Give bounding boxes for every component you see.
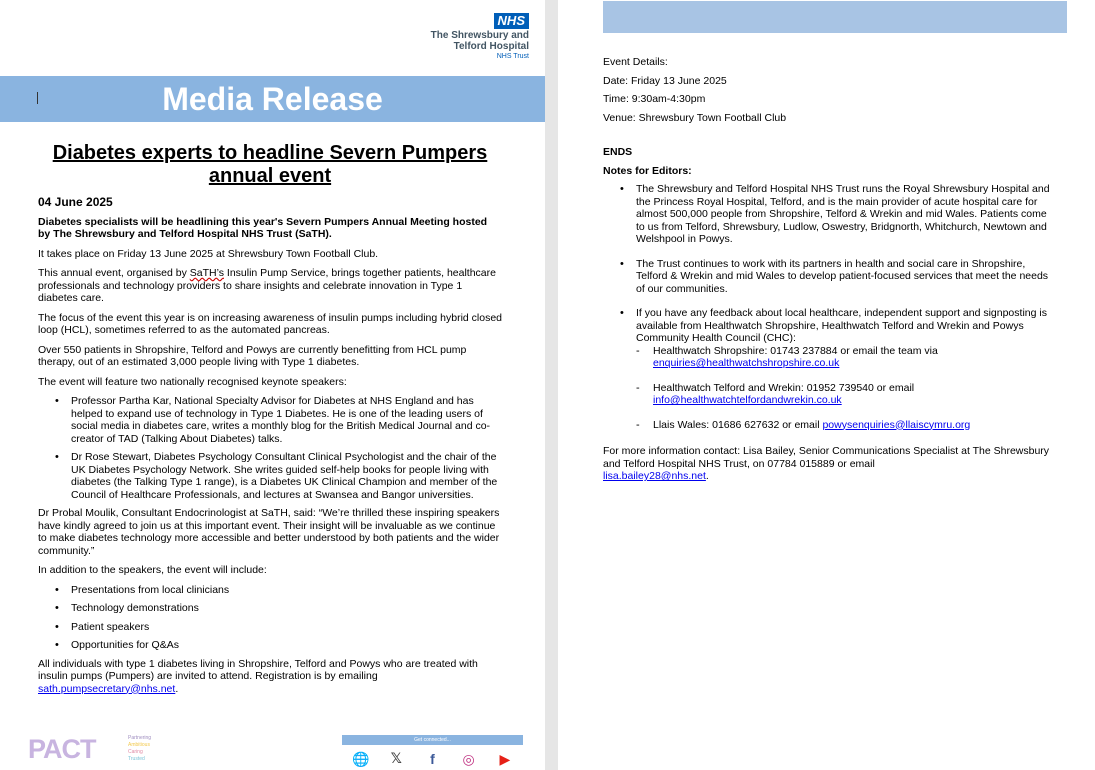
pact-value: Caring <box>128 749 143 755</box>
email-link[interactable]: enquiries@healthwatchshropshire.co.uk <box>653 357 840 369</box>
headline <box>38 142 502 188</box>
event-details-heading: Event Details: <box>603 56 668 68</box>
headline-line-2: annual event <box>208 165 332 187</box>
quote-paragraph: Dr Probal Moulik, Consultant Endocrinologist at SaTH, said: “We’re thrilled these inspiring speakers have kindly agreed to join us at this important event. Their insight will be invaluable as we continue to make diabetes technology more accessible and better understood by both patients and the wider community.” <box>38 507 500 557</box>
document-page-2 <box>558 0 1095 770</box>
contact-email-link[interactable]: lisa.bailey28@nhs.net <box>603 470 706 482</box>
pact-letters <box>28 734 96 764</box>
paragraph-venue: It takes place on Friday 13 June 2025 at Shrewsbury Town Football Club. <box>38 247 379 260</box>
speakers-list <box>38 395 502 501</box>
instagram-icon[interactable]: ◎ <box>462 751 475 767</box>
youtube-icon[interactable]: ▶ <box>499 751 511 767</box>
pact-values <box>128 735 151 763</box>
registration-email-link[interactable]: sath.pumpsecretary@nhs.net <box>38 682 176 695</box>
header-bar <box>603 1 1067 33</box>
event-date: Date: Friday 13 June 2025 <box>603 74 727 87</box>
x-icon[interactable]: 𝕏 <box>390 751 402 767</box>
paragraph-include: In addition to the speakers, the event will include: <box>38 564 267 576</box>
list-item: • Dr Rose Stewart, Diabetes Psychology Consultant Clinical Psychologist and the chair of the UK Diabetes Psychology Network. She writes guided self-help books for people living with diabetes (the Talking Type 1 range), is a Diabetes UK Clinical Champion and member of the Council of Healthcare Professionals, and lectures at Swansea and Bangor universities. <box>71 451 502 501</box>
press-release-body[interactable] <box>38 142 502 702</box>
logo-line-2: Telford Hospital <box>453 41 529 52</box>
paragraph-organised <box>38 267 502 305</box>
logo-line-3: NHS Trust <box>496 53 529 60</box>
contact-text: Healthwatch Telford and Wrekin: 01952 739540 or email <box>653 381 915 394</box>
pact-value: Ambitious <box>128 742 150 748</box>
nhs-trust-logo <box>431 12 529 61</box>
list-item <box>636 307 1058 431</box>
media-release-banner <box>0 76 545 122</box>
logo-line-1: The Shrewsbury and <box>430 30 529 41</box>
paragraph-registration <box>38 658 502 696</box>
list-item: • The Shrewsbury and Telford Hospital NHS Trust runs the Royal Shrewsbury Hospital and the Princess Royal Hospital, Telford, and is the main provider of acute hospital care for almost 500,000 people from Shropshire, Telford & Wrekin and mid Wales. Patients come to us from Telford, Shrewsbury, Ludlow, Oswestry, Bridgnorth, Whitchurch, Newtown and Welshpool in Powys. <box>636 183 1058 246</box>
feedback-text: If you have any feedback about local healthcare, independent support and signposting is available from Healthwatch Shropshire, Healthwatch Telford and Wrekin and Powys Community Health Council (CHC): <box>636 307 1047 344</box>
includes-list <box>38 584 502 652</box>
pact-value: Trusted <box>128 756 145 762</box>
notes-for-editors <box>603 183 1058 431</box>
nhs-badge: NHS <box>494 13 529 29</box>
notes-heading: Notes for Editors: <box>603 164 692 177</box>
get-connected-bar: Get connected... <box>342 735 523 745</box>
period: . <box>175 682 179 695</box>
more-info-paragraph <box>603 445 1058 483</box>
event-venue: Venue: Shrewsbury Town Football Club <box>603 111 787 124</box>
more-info-text: For more information contact: Lisa Bailey, Senior Communications Specialist at The Shrewsbury and Telford Hospital NHS Trust, on 07784 015889 or email <box>603 445 1050 470</box>
contact-item <box>653 382 1058 407</box>
pact-logo <box>28 734 152 764</box>
intro-paragraph: Diabetes specialists will be headlining this year's Severn Pumpers Annual Meeting hosted by The Shrewsbury and Telford Hospital NHS Trust (SaTH). <box>38 215 488 240</box>
ends-marker: ENDS <box>603 146 633 158</box>
social-footer <box>342 735 523 767</box>
paragraph-patients: Over 550 patients in Shropshire, Telford and Powys are currently benefitting from HCL pump therapy, out of an estimated 3,000 people living with Type 1 diabetes. <box>38 343 467 368</box>
pact-value: Partnering <box>128 735 152 741</box>
social-icons <box>342 751 523 767</box>
headline-line-1: Diabetes experts to headline Severn Pumpers <box>52 142 488 164</box>
spellcheck-word: SaTH’s <box>189 267 224 279</box>
list-item: • Patient speakers <box>71 621 502 634</box>
paragraph-keynote: The event will feature two nationally recognised keynote speakers: <box>38 375 347 388</box>
p2-post: Insulin Pump Service, brings together patients, healthcare professionals and technology providers to share insights and celebrate innovation in Type 1 diabetes care. <box>38 267 496 304</box>
p2-pre: This annual event, organised by <box>38 267 190 279</box>
release-date: 04 June 2025 <box>38 195 113 209</box>
list-item: • Professor Partha Kar, National Specialty Advisor for Diabetes at NHS England and has helped to expand use of technology in Type 1 Diabetes. He is one of the leading users of social media in diabetes care, writes a monthly blog for the British Medical Journal and co-creator of TAD (Talking About Diabetes) talks. <box>71 395 502 445</box>
document-page-1 <box>0 0 545 770</box>
page2-body[interactable] <box>603 56 1058 489</box>
contacts-list <box>636 345 1058 432</box>
period: . <box>705 470 709 482</box>
contact-item <box>653 419 1058 432</box>
event-time: Time: 9:30am-4:30pm <box>603 93 706 105</box>
facebook-icon[interactable]: f <box>430 751 435 767</box>
list-item: • Opportunities for Q&As <box>71 639 502 652</box>
list-item: • Presentations from local clinicians <box>71 584 502 597</box>
email-link[interactable]: powysenquiries@llaiscymru.org <box>822 418 971 431</box>
contact-text: Llais Wales: 01686 627632 or email <box>653 418 820 431</box>
email-link[interactable]: info@healthwatchtelfordandwrekin.co.uk <box>653 394 842 406</box>
list-item: • The Trust continues to work with its partners in health and social care in Shropshire, Telford & Wrekin and mid Wales to develop patient-focused services that meet the needs of our communities. <box>636 258 1058 296</box>
registration-text: All individuals with type 1 diabetes living in Shropshire, Telford and Powys who are treated with insulin pumps (Pumpers) are invited to attend. Registration is by emailing <box>38 657 478 682</box>
banner-title: Media Release <box>162 81 383 117</box>
contact-item <box>653 345 1058 370</box>
contact-text: Healthwatch Shropshire: 01743 237884 or email the team via <box>653 344 938 357</box>
paragraph-focus: The focus of the event this year is on increasing awareness of insulin pumps including hybrid closed loop (HCL), sometimes referred to as the automated pancreas. <box>38 311 503 336</box>
globe-icon[interactable]: 🌐 <box>352 751 370 767</box>
list-item: • Technology demonstrations <box>71 602 502 615</box>
pact-wordmark: PACT <box>28 734 96 764</box>
